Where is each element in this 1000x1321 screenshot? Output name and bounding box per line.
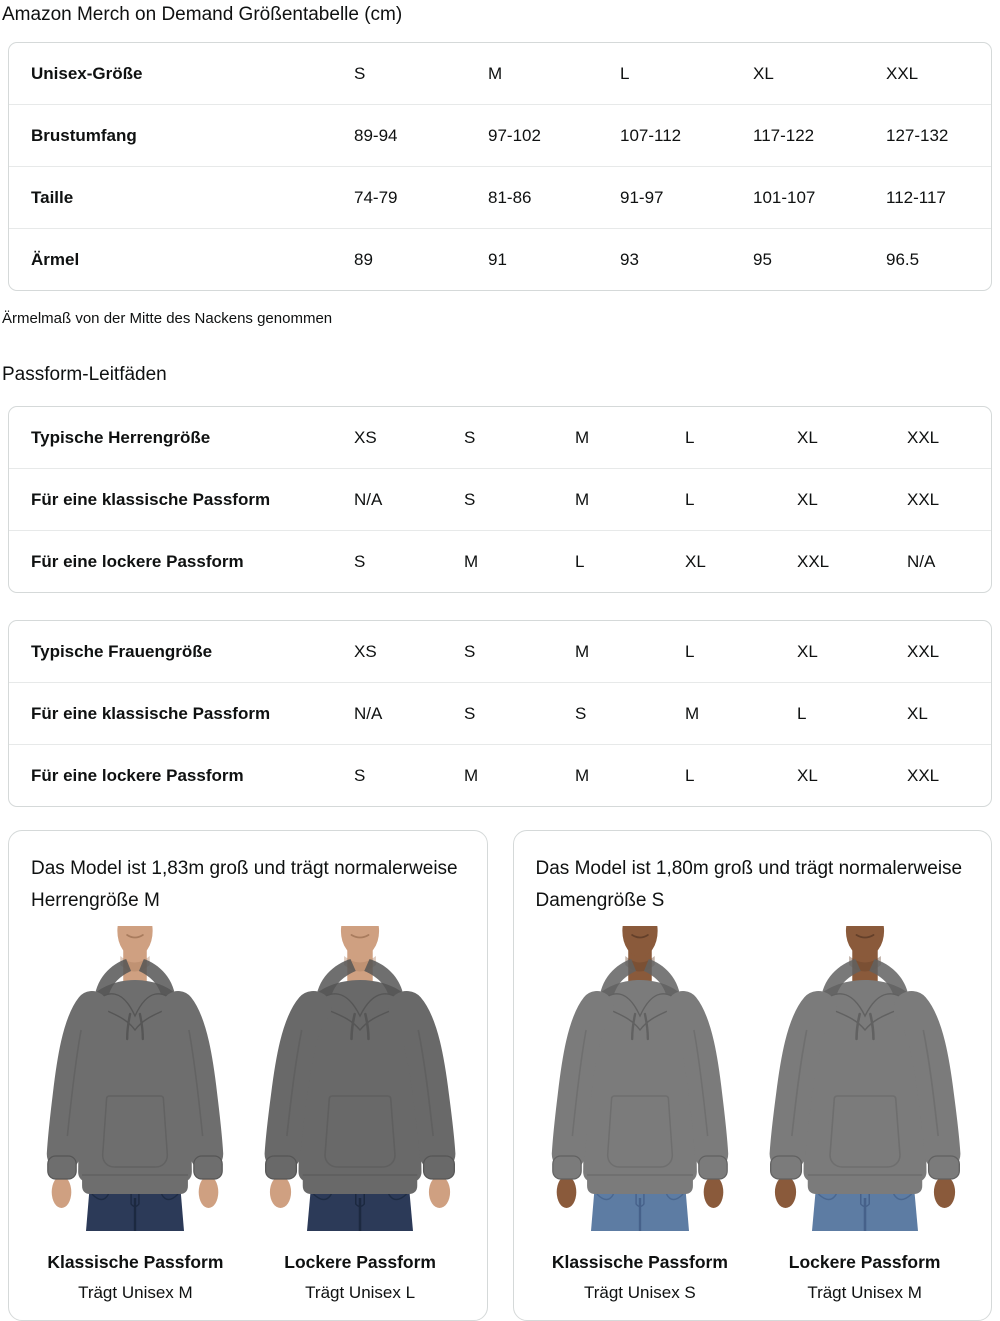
mens-fit-table <box>8 406 992 593</box>
womens-fit-table <box>8 620 992 807</box>
row-label: Taille <box>9 166 353 228</box>
cell: M <box>463 744 574 806</box>
cell: L <box>685 641 695 661</box>
cell: S <box>574 682 684 744</box>
cell: 101-107 <box>752 166 885 228</box>
size-label: Trägt Unisex M <box>78 1283 193 1302</box>
table-row <box>9 530 991 592</box>
fit-guides-title: Passform-Leitfäden <box>2 364 167 385</box>
size-label: Trägt Unisex M <box>807 1283 922 1302</box>
row-label: Typische Frauengröße <box>31 641 213 661</box>
cell: XXL <box>906 468 991 530</box>
cell: L <box>685 427 695 447</box>
table-row <box>9 468 991 530</box>
photo-figure <box>27 926 244 1303</box>
mens-model-card <box>8 830 488 1321</box>
table-row <box>9 682 991 744</box>
male-model-loose-illustration <box>254 926 466 1231</box>
cell: M <box>684 682 796 744</box>
row-label: Für eine lockere Passform <box>9 744 353 806</box>
cell: N/A <box>353 468 463 530</box>
cell: 112-117 <box>885 166 991 228</box>
cell: XL <box>797 427 818 447</box>
row-label: Für eine klassische Passform <box>9 682 353 744</box>
cell: XXL <box>907 427 940 447</box>
unisex-size-table <box>8 42 992 291</box>
photo-figure <box>756 926 973 1303</box>
cell: 117-122 <box>752 104 885 166</box>
cell: 95 <box>752 228 885 290</box>
fit-label: Klassische Passform <box>551 1252 728 1272</box>
cell: S <box>353 530 463 592</box>
size-label: Trägt Unisex L <box>305 1283 416 1302</box>
size-label: Trägt Unisex S <box>583 1283 696 1302</box>
table-row <box>9 228 991 290</box>
cell: XXL <box>906 744 991 806</box>
male-classic-fit-photo <box>27 926 244 1231</box>
female-model-classic-illustration <box>542 926 738 1231</box>
photo-row <box>532 926 974 1303</box>
cell: N/A <box>353 682 463 744</box>
cell: M <box>574 744 684 806</box>
cell: XS <box>354 427 377 447</box>
cell: XXL <box>796 530 906 592</box>
model-description: Das Model ist 1,80m groß und trägt normalerweise Damengröße S <box>535 858 963 911</box>
cell: XXL <box>907 641 940 661</box>
female-model-loose-illustration <box>759 926 971 1231</box>
cell: N/A <box>906 530 991 592</box>
cell: 74-79 <box>353 166 487 228</box>
womens-model-card <box>513 830 993 1321</box>
cell: XL <box>684 530 796 592</box>
fit-label: Lockere Passform <box>788 1252 941 1272</box>
row-label: Ärmel <box>9 228 353 290</box>
cell: XL <box>796 468 906 530</box>
cell: 81-86 <box>487 166 619 228</box>
fit-label: Lockere Passform <box>284 1252 436 1272</box>
page-title: Amazon Merch on Demand Größentabelle (cm) <box>2 4 403 25</box>
cell: 89 <box>353 228 487 290</box>
header-cell: M <box>488 63 503 83</box>
photo-figure <box>532 926 749 1303</box>
fit-label: Klassische Passform <box>47 1252 224 1272</box>
male-loose-fit-photo <box>252 926 469 1231</box>
female-loose-fit-photo <box>756 926 973 1231</box>
cell: S <box>464 427 476 447</box>
photo-figure <box>252 926 469 1303</box>
cell: XL <box>906 682 991 744</box>
table-row <box>9 104 991 166</box>
row-label: Typische Herrengröße <box>31 427 211 447</box>
cell: L <box>574 530 684 592</box>
model-cards <box>8 830 992 1321</box>
cell: S <box>353 744 463 806</box>
cell: M <box>575 427 590 447</box>
sleeve-measure-note: Ärmelmaß von der Mitte des Nackens genommen <box>2 310 333 327</box>
cell: 89-94 <box>353 104 487 166</box>
cell: XL <box>797 641 818 661</box>
header-cell: S <box>354 63 366 83</box>
cell: 91-97 <box>619 166 752 228</box>
cell: 96.5 <box>885 228 991 290</box>
female-classic-fit-photo <box>532 926 749 1231</box>
cell: 107-112 <box>619 104 752 166</box>
row-label: Unisex-Größe <box>31 63 143 83</box>
cell: 91 <box>487 228 619 290</box>
cell: S <box>464 641 476 661</box>
cell: M <box>575 641 590 661</box>
male-model-classic-illustration <box>37 926 233 1231</box>
model-description: Das Model ist 1,83m groß und trägt normalerweise Herrengröße M <box>31 858 458 911</box>
header-cell: XXL <box>886 63 919 83</box>
cell: L <box>684 744 796 806</box>
table-row <box>9 407 991 468</box>
cell: 97-102 <box>487 104 619 166</box>
cell: XS <box>354 641 377 661</box>
cell: S <box>463 468 574 530</box>
cell: XL <box>796 744 906 806</box>
table-row <box>9 621 991 682</box>
cell: M <box>574 468 684 530</box>
cell: 93 <box>619 228 752 290</box>
table-header-row <box>9 43 991 104</box>
cell: M <box>463 530 574 592</box>
table-row <box>9 744 991 806</box>
cell: S <box>463 682 574 744</box>
row-label: Für eine klassische Passform <box>9 468 353 530</box>
cell: L <box>796 682 906 744</box>
cell: L <box>684 468 796 530</box>
table-row <box>9 166 991 228</box>
row-label: Für eine lockere Passform <box>9 530 353 592</box>
row-label: Brustumfang <box>9 104 353 166</box>
cell: 127-132 <box>885 104 991 166</box>
header-cell: L <box>620 63 630 83</box>
photo-row <box>27 926 469 1303</box>
header-cell: XL <box>753 63 774 83</box>
